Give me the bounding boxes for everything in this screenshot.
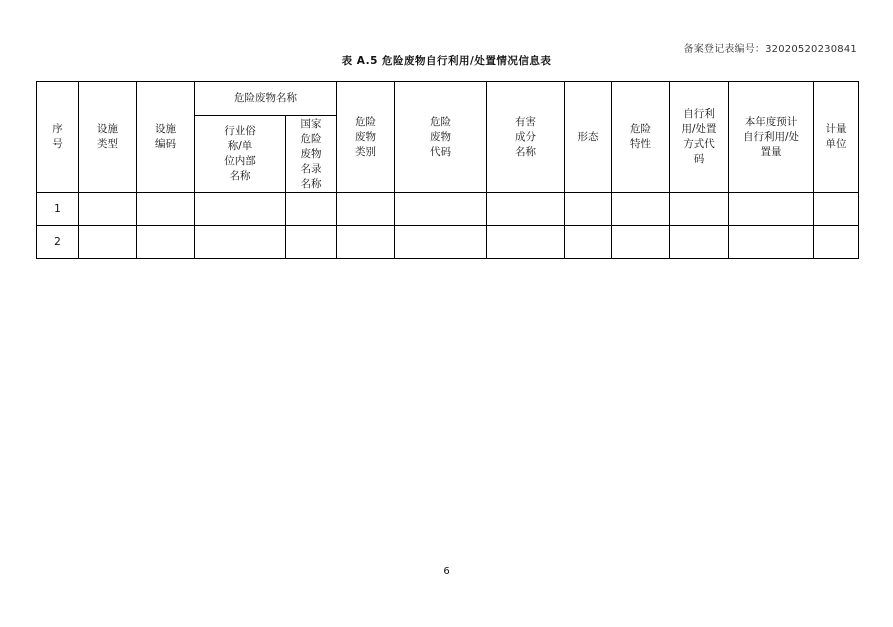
cell[interactable] xyxy=(612,193,670,226)
cell[interactable] xyxy=(286,226,337,259)
hazardous-waste-table xyxy=(36,81,859,259)
header-facility-type: 设施 类型 xyxy=(79,82,137,193)
header-seq: 序 号 xyxy=(37,82,79,193)
header-form: 形态 xyxy=(565,82,612,193)
header-annual: 本年度预计 自行利用/处 置量 xyxy=(729,82,814,193)
header-unit: 计量 单位 xyxy=(814,82,859,193)
row-seq: 1 xyxy=(37,193,79,226)
cell[interactable] xyxy=(337,193,395,226)
header-code: 危险 废物 代码 xyxy=(395,82,487,193)
cell[interactable] xyxy=(565,193,612,226)
header-waste-name-group: 危险废物名称 xyxy=(195,82,337,116)
cell[interactable] xyxy=(195,226,286,259)
cell[interactable] xyxy=(487,193,565,226)
cell[interactable] xyxy=(79,193,137,226)
cell[interactable] xyxy=(137,226,195,259)
header-hazard: 危险 特性 xyxy=(612,82,670,193)
header-facility-code: 设施 编码 xyxy=(137,82,195,193)
header-method: 自行利 用/处置 方式代 码 xyxy=(670,82,729,193)
cell[interactable] xyxy=(79,226,137,259)
header-harmful: 有害 成分 名称 xyxy=(487,82,565,193)
cell[interactable] xyxy=(729,226,814,259)
cell[interactable] xyxy=(814,193,859,226)
cell[interactable] xyxy=(395,193,487,226)
header-industry-name: 行业俗 称/单 位内部 名称 xyxy=(195,116,286,193)
cell[interactable] xyxy=(565,226,612,259)
cell[interactable] xyxy=(195,193,286,226)
cell[interactable] xyxy=(612,226,670,259)
registration-value: 32020520230841 xyxy=(765,44,857,55)
cell[interactable] xyxy=(487,226,565,259)
cell[interactable] xyxy=(286,193,337,226)
cell[interactable] xyxy=(337,226,395,259)
row-seq: 2 xyxy=(37,226,79,259)
table-row xyxy=(37,226,859,259)
header-national-name: 国家 危险 废物 名录 名称 xyxy=(286,116,337,193)
cell[interactable] xyxy=(670,193,729,226)
cell[interactable] xyxy=(395,226,487,259)
cell[interactable] xyxy=(814,226,859,259)
table-row xyxy=(37,193,859,226)
page-number: 6 xyxy=(443,566,450,577)
table-title: 表 A.5 危险废物自行利用/处置情况信息表 xyxy=(341,55,552,67)
cell[interactable] xyxy=(137,193,195,226)
cell[interactable] xyxy=(729,193,814,226)
registration-label: 备案登记表编号： xyxy=(683,44,766,55)
cell[interactable] xyxy=(670,226,729,259)
header-category: 危险 废物 类别 xyxy=(337,82,395,193)
